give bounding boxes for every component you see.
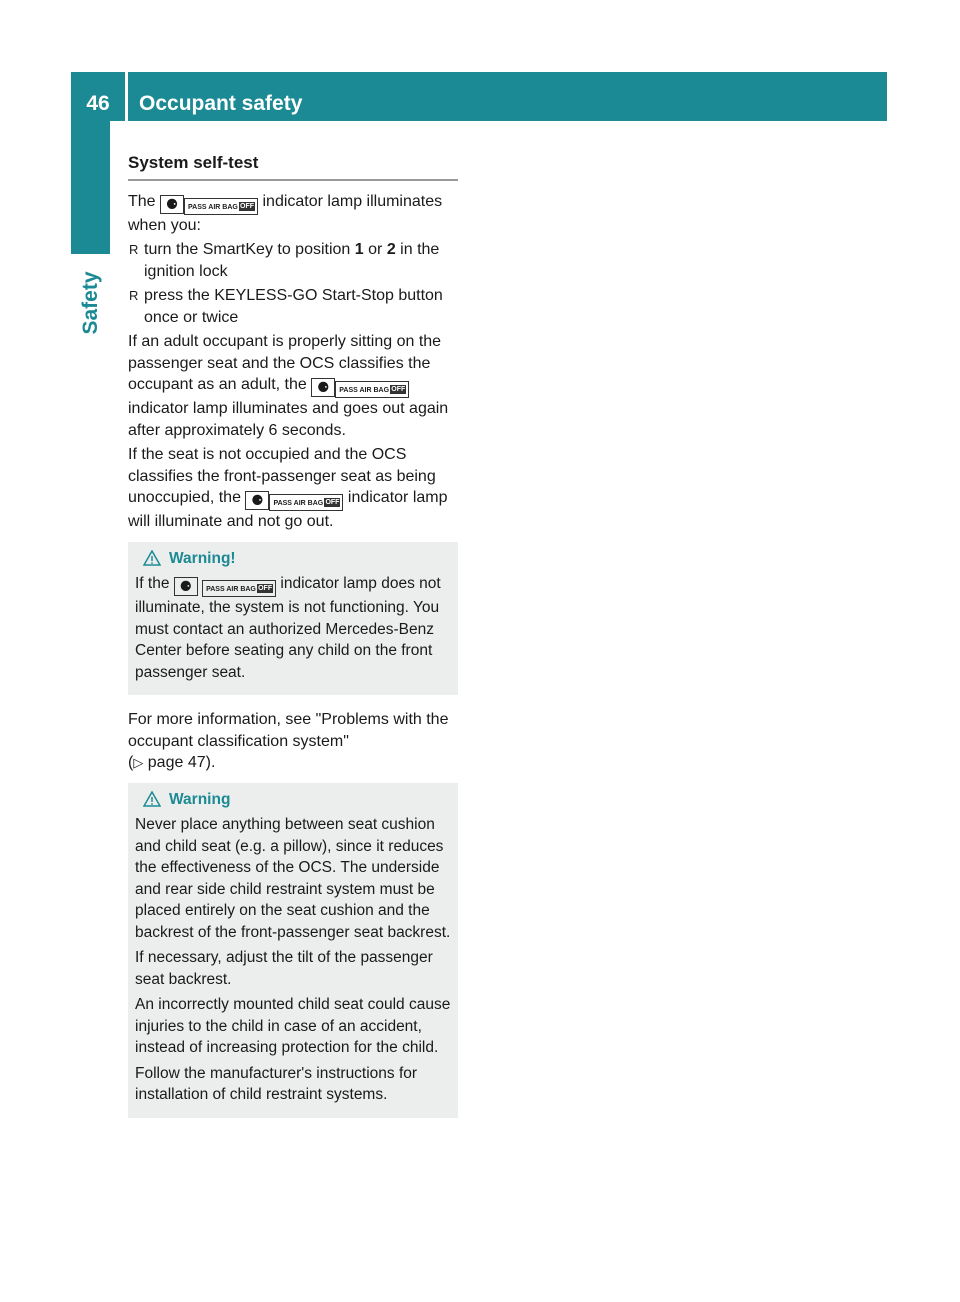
para1-after: indicator lamp illuminates and goes out again after approximately 6 seconds. [128, 400, 449, 439]
warning-text [135, 573, 451, 683]
page-reference[interactable]: page 47). [147, 754, 216, 771]
indicator-label: PASS AIR BAG [206, 586, 256, 593]
bullet-icon: R [129, 288, 139, 303]
page-ref-arrow-icon: ▷ [133, 755, 144, 770]
intro-after: indicator lamp illuminates when you: [128, 192, 443, 234]
intro-paragraph [128, 191, 458, 237]
warning-paragraph: Follow the manufacturer's instructions for installation of child restraint systems. [135, 1064, 418, 1103]
warning-paragraph: An incorrectly mounted child seat could cause injuries to the child in case of an accident, instead of increasing protection for the child. [135, 996, 451, 1056]
bullet-bold: 1 [354, 241, 364, 258]
pass-air-bag-off-icon [202, 580, 276, 597]
warning-triangle-icon [143, 791, 161, 807]
warning-triangle-icon [143, 550, 161, 566]
warning-box-1 [128, 542, 458, 696]
indicator-off: OFF [240, 202, 255, 210]
warning-title [135, 548, 451, 570]
child-seat-icon: ⚈ [311, 378, 335, 397]
child-seat-icon: ⚈ [245, 491, 269, 510]
intro-before: The [128, 192, 156, 210]
side-tab-label-text: Safety [78, 271, 102, 335]
pass-air-bag-off-icon [335, 381, 409, 398]
warning1-after: indicator lamp does not illuminate, the system is not functioning. You must contact an authorized Mercedes-Benz Center before seating any child on the front passenger seat. [135, 575, 441, 681]
child-seat-icon: ⚈ [160, 195, 184, 214]
bullet-text: or [363, 241, 387, 258]
bullet-icon: R [129, 242, 139, 257]
side-tab-label [71, 258, 110, 348]
side-tab [71, 121, 110, 254]
indicator-label: PASS AIR BAG [273, 500, 324, 507]
indicator-label: PASS AIR BAG [339, 387, 390, 394]
para1-before: If an adult occupant is properly sitting on the passenger seat and the OCS classifies the occupant as an adult, the [128, 333, 442, 393]
bullet-text: turn the SmartKey to position [144, 241, 355, 258]
pass-air-bag-off-icon [269, 494, 343, 511]
paragraph-more-info [128, 709, 458, 774]
warning1-before: If the [135, 575, 170, 592]
indicator-off: OFF [391, 386, 406, 393]
page-header [71, 72, 887, 121]
ref-open: ( [128, 754, 134, 771]
paragraph-adult [128, 331, 458, 441]
subheading: System self-test [128, 152, 458, 181]
bullet-text: in the ignition lock [144, 241, 440, 280]
warning-paragraph: Never place anything between seat cushion and child seat (e.g. a pillow), since it reduces the effectiveness of the OCS. The underside and rear side child restraint system must be placed entirely on the seat cushion and the backrest of the front-passenger seat backrest. [135, 816, 451, 941]
paragraph-unoccupied [128, 444, 458, 533]
para2-after: indicator lamp will illuminate and not go out. [128, 489, 448, 530]
para2-before: If the seat is not occupied and the OCS classifies the front-passenger seat as being unoccupied, the [128, 446, 436, 506]
list-item [128, 239, 458, 282]
indicator-off: OFF [258, 585, 273, 592]
child-seat-icon: ⚈ [174, 577, 198, 596]
warning-paragraph: If necessary, adjust the tilt of the passenger seat backrest. [135, 949, 433, 988]
warning-title [135, 789, 451, 811]
list-item [128, 285, 458, 328]
warning-box-2 [128, 783, 458, 1118]
indicator-label: PASS AIR BAG [188, 203, 238, 211]
para3-text: For more information, see "Problems with the occupant classification system" [128, 711, 449, 750]
page-number: 46 [86, 92, 110, 115]
main-content [128, 152, 458, 1132]
warning-title-text: Warning [169, 790, 231, 808]
header-divider [125, 72, 128, 121]
indicator-off: OFF [325, 499, 340, 506]
warning-title-text: Warning! [169, 549, 236, 567]
bullet-text: press the KEYLESS-GO Start-Stop button once or twice [144, 287, 443, 326]
pass-air-bag-off-icon [184, 198, 258, 215]
section-title: Occupant safety [139, 92, 303, 115]
bullet-bold: 2 [386, 241, 396, 258]
bullet-list [128, 239, 458, 328]
